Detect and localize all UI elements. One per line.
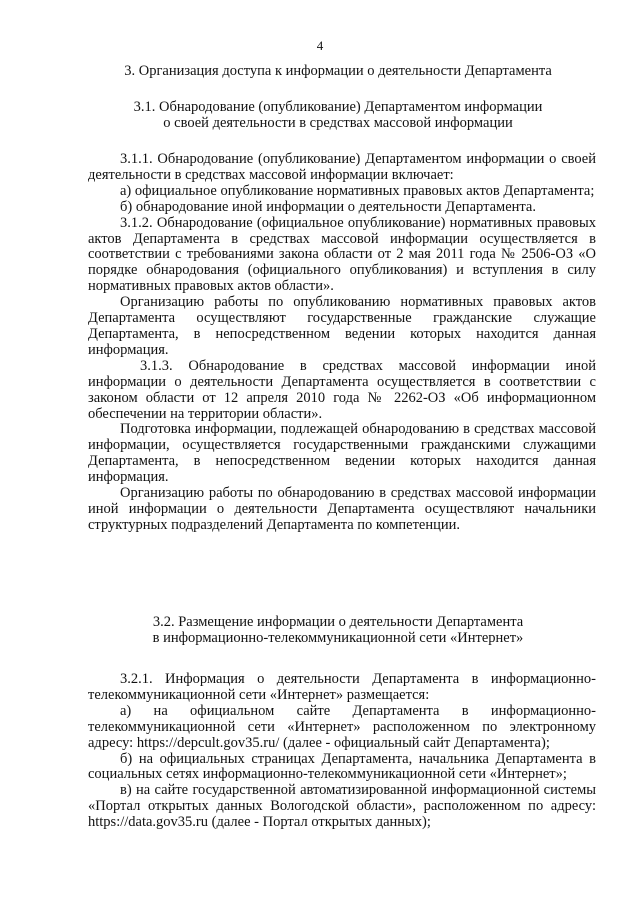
paragraph-3-2-1-b: б) на официальных страницах Департамента, начальника Департамента в социальных сетях информационно-телекоммуникационной сети «Интернет»; <box>88 750 596 783</box>
paragraph-3-1-2: 3.1.2. Обнародование (официальное опубликование) нормативных правовых актов Департамента в средствах массовой информации осуществляется в соответствии с требованиями закона области от 2 мая 2011 года № 2506-ОЗ «О порядке обнародования (официального опубликования) и вступления в силу нормативных правовых актов области». <box>88 214 596 295</box>
section-3-1-body <box>88 152 596 534</box>
page-number: 4 <box>316 38 324 53</box>
paragraph-3-1-3: 3.1.3. Обнародование в средствах массовой информации иной информации о деятельности Департамента осуществляется в соответствии с законом области от 12 апреля 2010 года № 2262-ОЗ «Об информационном обеспечении на территории области». <box>88 357 596 422</box>
paragraph-3-1-1-b: б) обнародование иной информации о деятельности Департамента. <box>120 198 536 215</box>
section-3-2-body <box>88 672 596 831</box>
paragraph-3-2-1-c: в) на сайте государственной автоматизированной информационной системы «Портал открытых данных Вологодской области», расположенном по адресу: https://data.gov35.ru (далее - Портал открытых данных); <box>88 782 596 831</box>
paragraph-3-2-1-a: а) на официальном сайте Департамента в информационно-телекоммуникационной сети «Интернет» расположенном по электронному адресу: https://depcult.gov35.ru/ (далее - официальный сайт Департамента); <box>88 702 596 751</box>
paragraph-3-1-2-org: Организацию работы по опубликованию нормативных правовых актов Департамента осуществляют государственные гражданские служащие Департамента, в непосредственном ведении которых находится данная информация. <box>88 294 596 358</box>
paragraph-3-1-3-org: Организацию работы по обнародованию в средствах массовой информации иной информации о деятельности Департамента осуществляют начальники структурных подразделений Департамента по компетенции. <box>88 485 596 533</box>
paragraph-3-1-3-prep: Подготовка информации, подлежащей обнародованию в средствах массовой информации, осуществляется государственными гражданскими служащими Департамента, в непосредственном ведении которых находится данная информация. <box>88 421 596 486</box>
paragraph-3-2-1: 3.2.1. Информация о деятельности Департамента в информационно-телекоммуникационной сети «Интернет» размещается: <box>88 671 596 703</box>
section-3-1-title-line2: о своей деятельности в средствах массовой информации <box>163 114 513 131</box>
section-3-2-title-line2: в информационно-телекоммуникационной сети «Интернет» <box>152 629 524 646</box>
paragraph-3-1-1-a: а) официальное опубликование нормативных правовых актов Департамента; <box>120 182 595 199</box>
section-3-1-title <box>80 100 596 132</box>
section-3-1-title-line1: 3.1. Обнародование (опубликование) Департаментом информации <box>133 99 543 115</box>
paragraph-3-1-1: 3.1.1. Обнародование (опубликование) Департаментом информации о своей деятельности в средствах массовой информации включает: <box>88 151 596 183</box>
section-3-2-title-line1: 3.2. Размещение информации о деятельности Департамента <box>152 614 524 630</box>
section-3-title: 3. Организация доступа к информации о деятельности Департамента <box>124 63 552 79</box>
section-3-2-title <box>80 615 596 647</box>
